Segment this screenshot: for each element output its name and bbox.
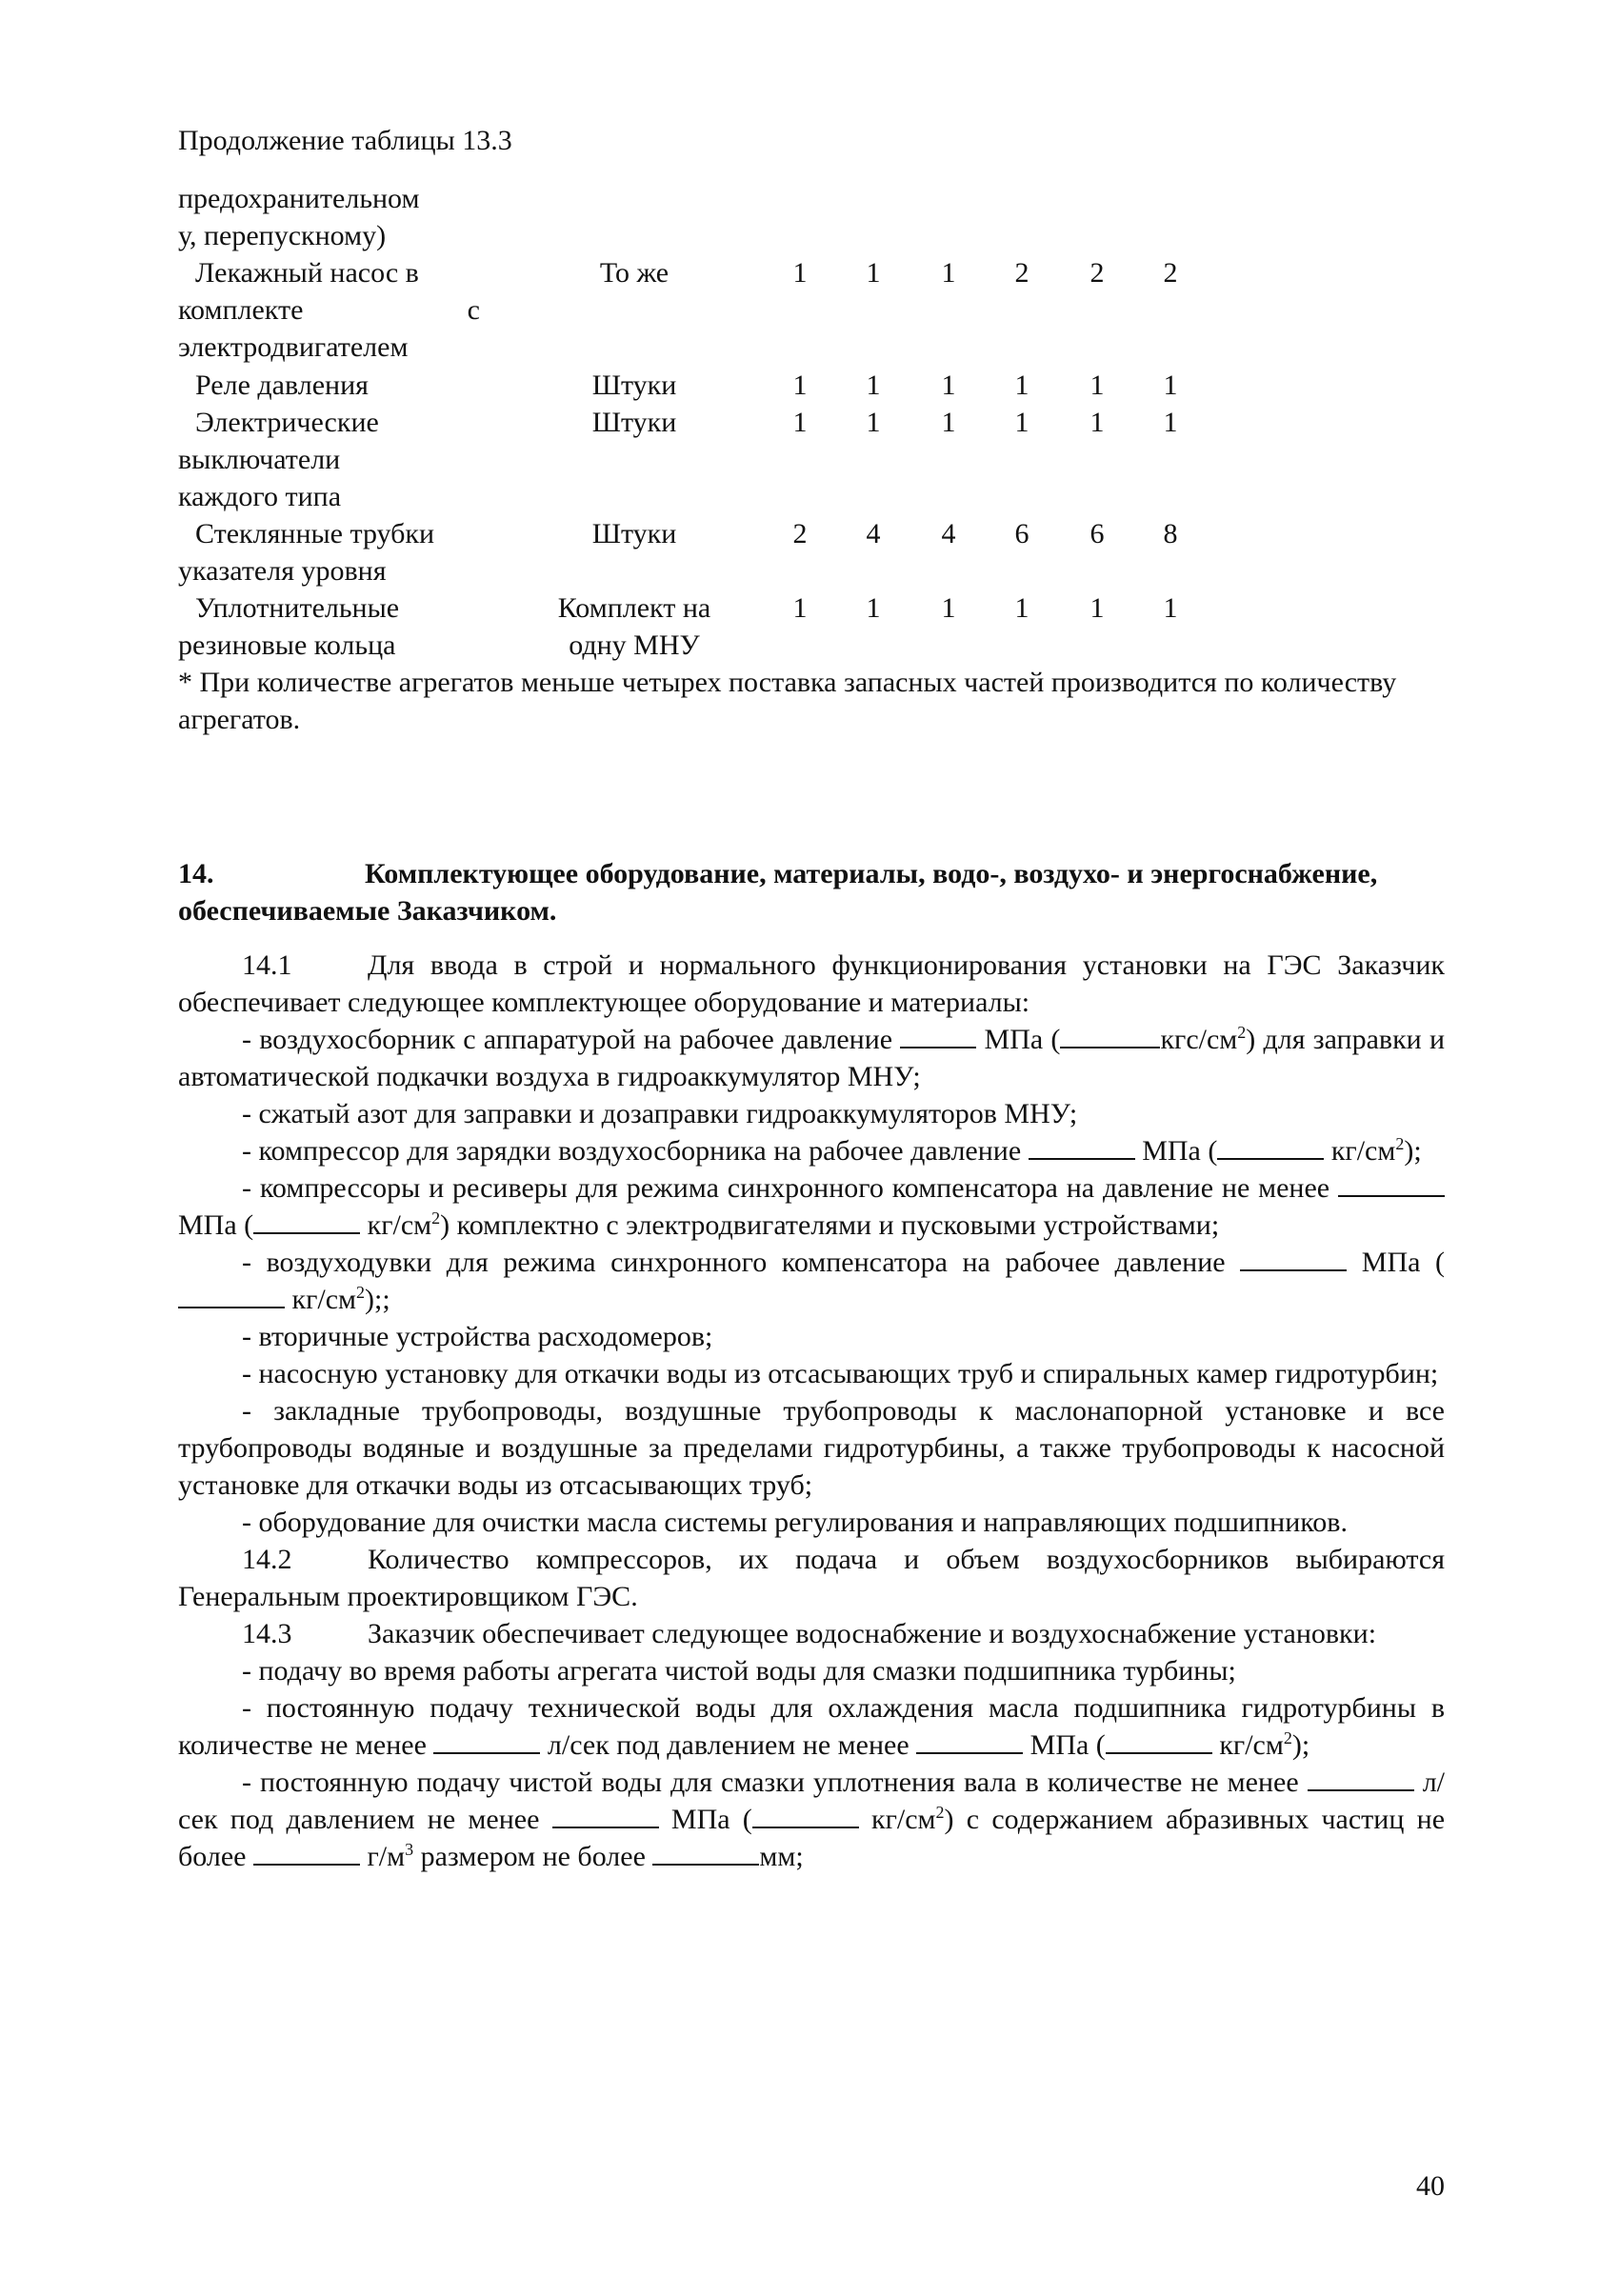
value-cell: 1 (1014, 407, 1029, 438)
list-item: - закладные трубопроводы, воздушные трубопроводы к маслонапорной установке и все трубопроводы водяные и воздушные за пределами гидротурбины, а также трубопроводы к насосной установке для откачки воды из отсасывающих труб; (178, 1395, 1445, 1501)
section-body (178, 947, 1445, 1875)
blank-field (1029, 1133, 1135, 1160)
blank-field (1308, 1765, 1414, 1791)
row-unit: Штуки (591, 518, 677, 549)
blank-field (752, 1802, 859, 1828)
list-item: - постоянную подачу технической воды для охлаждения масла подшипника гидротурбины в количестве не менее л/сек под давлением не менее МПа ( $кг/см^2$); (178, 1692, 1445, 1761)
value-cell: 1 (866, 407, 881, 438)
section-number: 14. (178, 858, 214, 889)
list-item: - оборудование для очистки масла системы регулирования и направляющих подшипников. (242, 1507, 1348, 1538)
row-unit: Комплект на одну МНУ (557, 592, 711, 661)
value-cell: 1 (1163, 592, 1178, 624)
list-item: - компрессоры и ресиверы для режима синхронного компенсатора на давление не менее МПа ( $кг/см^2$) комплектно с электродвигателями и пусковыми устройствами; (178, 1169, 1445, 1244)
blank-field (652, 1839, 759, 1866)
row-name: Стеклянные трубки указателя уровня (178, 518, 435, 587)
blank-field (900, 1022, 976, 1048)
value-cell: 1 (1014, 592, 1029, 624)
value-cell: 1 (941, 369, 956, 401)
blank-field (1106, 1727, 1212, 1754)
value-cell: 1 (941, 257, 956, 289)
list-item: - компрессор для зарядки воздухосборника на рабочее давление МПа ( $кг/см^2$); (242, 1134, 1422, 1167)
row-name: предохранительном у, перепускному) (178, 183, 420, 251)
blank-field (253, 1208, 360, 1234)
blank-field (1217, 1133, 1324, 1160)
value-cell: 4 (941, 518, 956, 549)
value-cell: 1 (941, 407, 956, 438)
paragraph-14-1: 14.1 Для ввода в строй и нормального функционирования установки на ГЭС Заказчик обеспечивает следующее комплектующее оборудование и материалы: (178, 949, 1445, 1018)
row-name: Лекажный насос в комплекте с электродвигателем (178, 257, 480, 363)
row-unit: Штуки (591, 369, 677, 401)
page-number: 40 (1416, 2170, 1445, 2202)
value-cell: 2 (1163, 257, 1178, 289)
value-cell: 1 (792, 369, 808, 401)
value-cell: 1 (1163, 407, 1178, 438)
value-cell: 6 (1089, 518, 1105, 549)
blank-field (1060, 1022, 1160, 1048)
value-cell: 1 (792, 257, 808, 289)
value-cell: 4 (866, 518, 881, 549)
value-cell: 1 (866, 369, 881, 401)
value-cell: 2 (1089, 257, 1105, 289)
list-item: - воздухосборник с аппаратурой на рабочее давление МПа ( кгс/$см^2$) для заправки и автоматической подкачки воздуха в гидроаккумулятор МНУ; (178, 1023, 1445, 1092)
paragraph-14-2: 14.2 Количество компрессоров, их подача и объем воздухосборников выбираются Генеральным проектировщиком ГЭС. (178, 1544, 1445, 1612)
blank-field (916, 1727, 1023, 1754)
value-cell: 6 (1014, 518, 1029, 549)
table-caption: Продолжение таблицы 13.3 (178, 125, 512, 156)
row-name: Электрические выключатели каждого типа (178, 407, 379, 512)
value-cell: 1 (792, 407, 808, 438)
blank-field (433, 1727, 540, 1754)
row-name: Уплотнительные резиновые кольца (178, 592, 400, 661)
value-cell: 2 (792, 518, 808, 549)
row-name: Реле давления (195, 369, 369, 401)
table-footnote: * При количестве агрегатов меньше четырех поставка запасных частей производится по количеству агрегатов. (178, 667, 1397, 735)
value-cell: 1 (1014, 369, 1029, 401)
blank-field (1240, 1245, 1347, 1271)
section-heading (178, 855, 1445, 929)
list-item: - насосную установку для откачки воды из отсасывающих труб и спиральных камер гидротурбин; (242, 1358, 1439, 1389)
value-cell: 1 (941, 592, 956, 624)
value-cell: 1 (1089, 407, 1105, 438)
list-item: - подачу во время работы агрегата чистой воды для смазки подшипника турбины; (242, 1655, 1236, 1687)
list-item: - воздуходувки для режима синхронного компенсатора на рабочее давление МПа ( $кг/см^2$);; (178, 1244, 1445, 1318)
value-cell: 1 (792, 592, 808, 624)
value-cell: 1 (1089, 369, 1105, 401)
value-cell: 1 (1089, 592, 1105, 624)
value-cell: 1 (866, 592, 881, 624)
blank-field (552, 1802, 659, 1828)
list-item: - постоянную подачу чистой воды для смазки уплотнения вала в количестве не менее л/сек под давлением не менее МПа ( $кг/см^2$) с содержанием абразивных частиц не более $г/м^3$ размером не более мм; (178, 1767, 1446, 1872)
paragraph-14-3: 14.3 Заказчик обеспечивает следующее водоснабжение и воздухоснабжение установки: (242, 1618, 1377, 1649)
value-cell: 1 (866, 257, 881, 289)
row-unit: То же (599, 257, 670, 289)
list-item: - вторичные устройства расходомеров; (242, 1321, 713, 1352)
value-cell: 8 (1163, 518, 1178, 549)
blank-field (253, 1839, 360, 1866)
section-title: Комплектующее оборудование, материалы, водо-, воздухо- и энергоснабжение, обеспечиваемые Заказчиком. (178, 858, 1378, 927)
list-item: - сжатый азот для заправки и дозаправки гидроаккумуляторов МНУ; (242, 1098, 1078, 1129)
blank-field (1338, 1170, 1445, 1197)
row-unit: Штуки (591, 407, 677, 438)
value-cell: 2 (1014, 257, 1029, 289)
blank-field (178, 1282, 285, 1308)
value-cell: 1 (1163, 369, 1178, 401)
